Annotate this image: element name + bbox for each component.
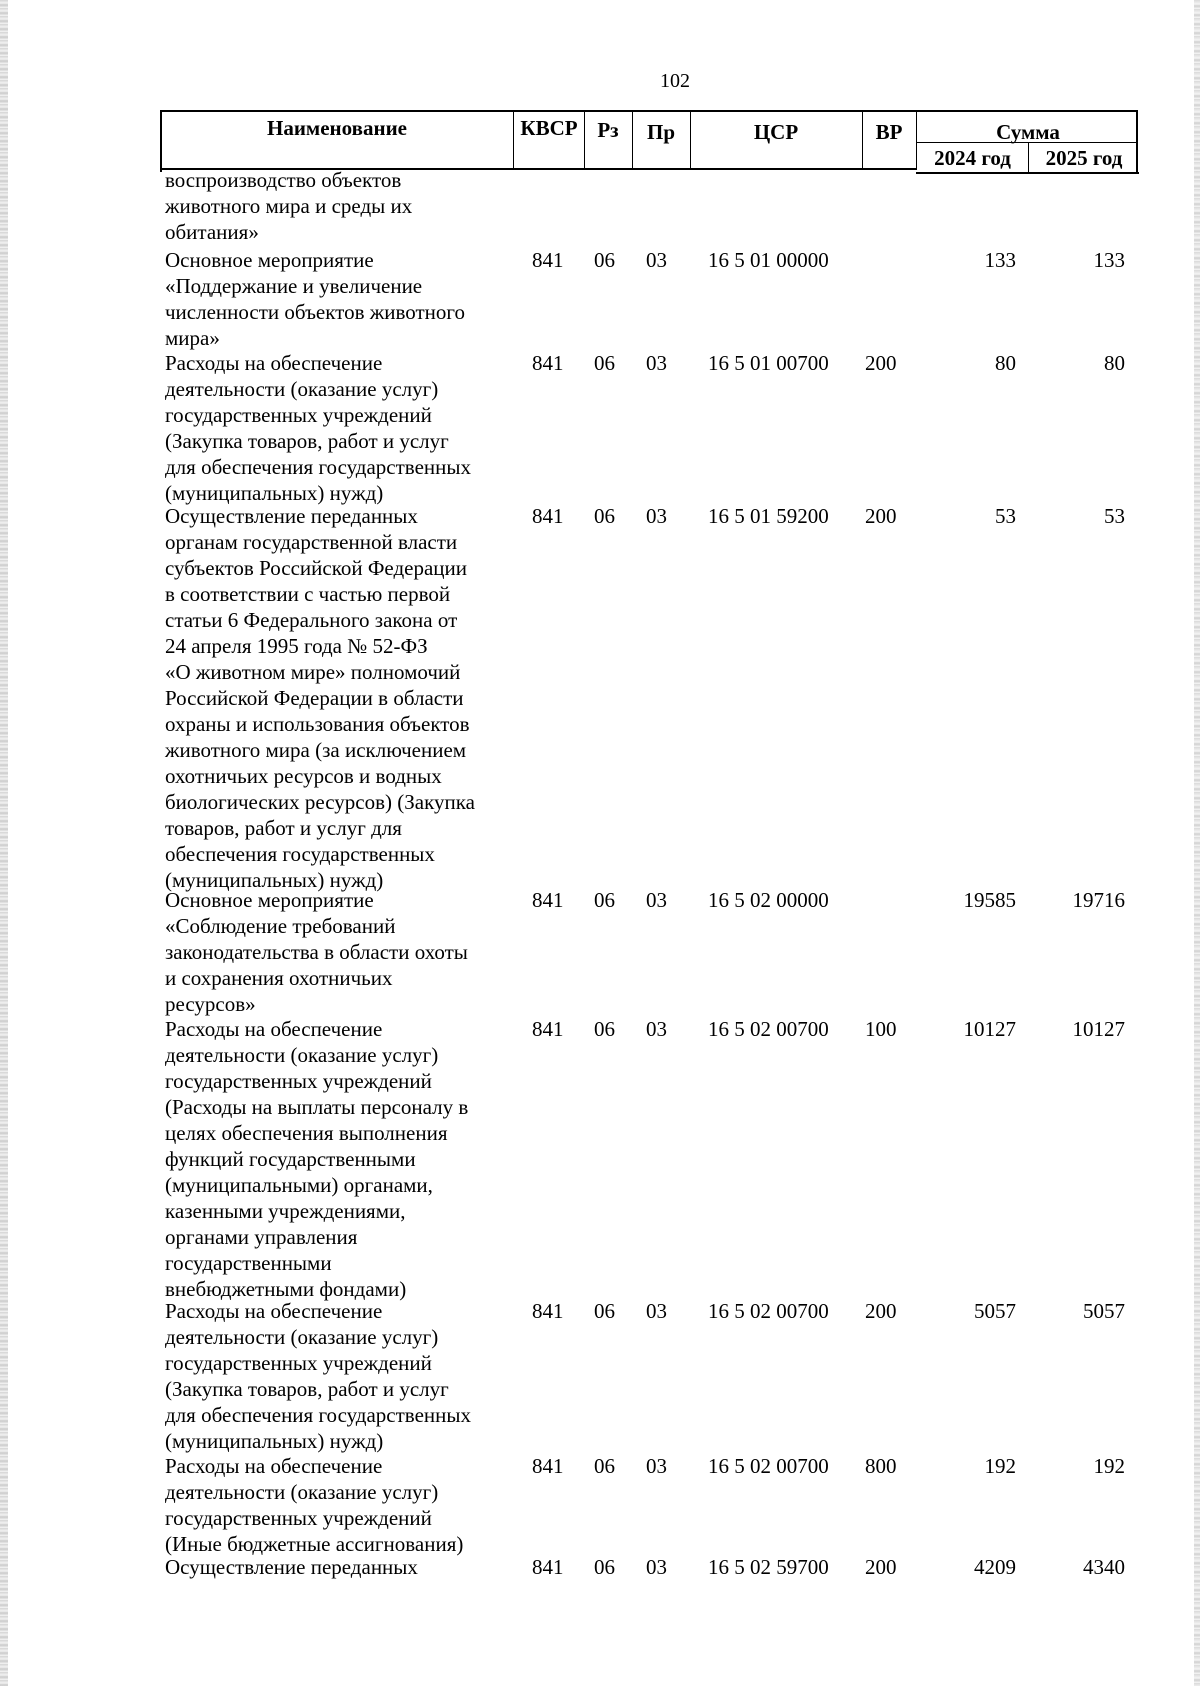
row-csr: 16 5 02 59700	[708, 1555, 829, 1579]
row-name: Осуществление переданных	[165, 1555, 418, 1579]
row-csr: 16 5 01 59200	[708, 504, 829, 528]
row-kvsr: 841	[532, 1299, 564, 1323]
row-sum-2024: 10127	[963, 1017, 1016, 1041]
row-sum-2024: 192	[984, 1454, 1016, 1478]
row-sum-2024: 53	[995, 504, 1016, 528]
row-kvsr: 841	[532, 351, 564, 375]
header-csr: ЦСР	[753, 120, 799, 144]
row-sum-2024: 5057	[974, 1299, 1016, 1323]
row-sum-2024: 80	[995, 351, 1016, 375]
row-name: Осуществление переданных органам государственной власти субъектов Российской Федерации в соответствии с частью первой статьи 6 Федерального закона от 24 апреля 1995 года № 52-ФЗ «О животном мире» полномочий Российской Федерации в области охраны и использования объектов животного мира (за исключением охотничьих ресурсов и водных биологических ресурсов) (Закупка товаров, работ и услуг для обеспечения государственных (муниципальных) нужд)	[165, 504, 475, 892]
row-name: Основное мероприятие «Соблюдение требований законодательства в области охоты и сохранения охотничьих ресурсов»	[165, 888, 468, 1016]
row-rz: 06	[594, 1555, 615, 1579]
header-name: Наименование	[267, 116, 407, 140]
row-sum-2025: 19716	[1072, 888, 1125, 912]
row-kvsr: 841	[532, 248, 564, 272]
header-vr: ВР	[875, 120, 903, 144]
row-sum-2025: 80	[1104, 351, 1125, 375]
row-vr: 200	[865, 504, 897, 528]
row-csr: 16 5 02 00700	[708, 1017, 829, 1041]
row-rz: 06	[594, 1299, 615, 1323]
row-rz: 06	[594, 504, 615, 528]
row-csr: 16 5 02 00700	[708, 1454, 829, 1478]
header-years-rule	[916, 172, 1139, 174]
row-rz: 06	[594, 351, 615, 375]
row-vr: 200	[865, 1299, 897, 1323]
row-sum-2025: 5057	[1083, 1299, 1125, 1323]
header-year-2024: 2024 год	[934, 146, 1011, 170]
header-sum-rule	[916, 142, 1138, 143]
row-name: Расходы на обеспечение деятельности (оказание услуг) государственных учреждений (Закупка товаров, работ и услуг для обеспечения государственных (муниципальных) нужд)	[165, 351, 471, 505]
row-sum-2024: 19585	[963, 888, 1016, 912]
row-name: Основное мероприятие «Поддержание и увеличение численности объектов животного мира»	[165, 248, 465, 350]
page-number: 102	[660, 70, 690, 92]
table-header	[160, 110, 1138, 172]
header-year-2025: 2025 год	[1045, 146, 1123, 170]
row-pr: 03	[646, 888, 667, 912]
row-pr: 03	[646, 504, 667, 528]
row-pr: 03	[646, 248, 667, 272]
row-sum-2025: 53	[1104, 504, 1125, 528]
row-pr: 03	[646, 351, 667, 375]
row-name: Расходы на обеспечение деятельности (оказание услуг) государственных учреждений (Иные бюджетные ассигнования)	[165, 1454, 464, 1556]
row-sum-2025: 192	[1093, 1454, 1125, 1478]
scan-edge-left	[0, 0, 8, 1686]
row-kvsr: 841	[532, 504, 564, 528]
row-pr: 03	[646, 1299, 667, 1323]
row-sum-2025: 10127	[1072, 1017, 1125, 1041]
row-csr: 16 5 01 00000	[708, 248, 829, 272]
row-name: Расходы на обеспечение деятельности (оказание услуг) государственных учреждений (Расходы на выплаты персоналу в целях обеспечения выполнения функций государственными (муниципальными) органами, казенными учреждениями, органами управления государственными внебюджетными фондами)	[165, 1017, 469, 1301]
row-kvsr: 841	[532, 1017, 564, 1041]
row-pr: 03	[646, 1555, 667, 1579]
row-rz: 06	[594, 1017, 615, 1041]
header-sum: Сумма	[996, 120, 1060, 144]
row-name: воспроизводство объектов животного мира и среды их обитания»	[165, 168, 413, 244]
row-pr: 03	[646, 1017, 667, 1041]
row-csr: 16 5 02 00000	[708, 888, 829, 912]
header-kvsr: КВСР	[520, 116, 578, 140]
row-sum-2024: 133	[984, 248, 1016, 272]
row-sum-2024: 4209	[974, 1555, 1016, 1579]
row-name: Расходы на обеспечение деятельности (оказание услуг) государственных учреждений (Закупка товаров, работ и услуг для обеспечения государственных (муниципальных) нужд)	[165, 1299, 471, 1453]
row-kvsr: 841	[532, 1555, 564, 1579]
row-rz: 06	[594, 1454, 615, 1478]
row-kvsr: 841	[532, 1454, 564, 1478]
scan-edge-right	[1194, 0, 1200, 1686]
row-csr: 16 5 02 00700	[708, 1299, 829, 1323]
row-vr: 200	[865, 351, 897, 375]
row-csr: 16 5 01 00700	[708, 351, 829, 375]
row-rz: 06	[594, 888, 615, 912]
header-pr: Пр	[646, 120, 675, 144]
row-vr: 800	[865, 1454, 897, 1478]
row-sum-2025: 133	[1093, 248, 1125, 272]
header-rz: Рз	[597, 118, 619, 142]
row-vr: 200	[865, 1555, 897, 1579]
row-sum-2025: 4340	[1083, 1555, 1125, 1579]
row-vr: 100	[865, 1017, 897, 1041]
row-pr: 03	[646, 1454, 667, 1478]
row-rz: 06	[594, 248, 615, 272]
row-kvsr: 841	[532, 888, 564, 912]
